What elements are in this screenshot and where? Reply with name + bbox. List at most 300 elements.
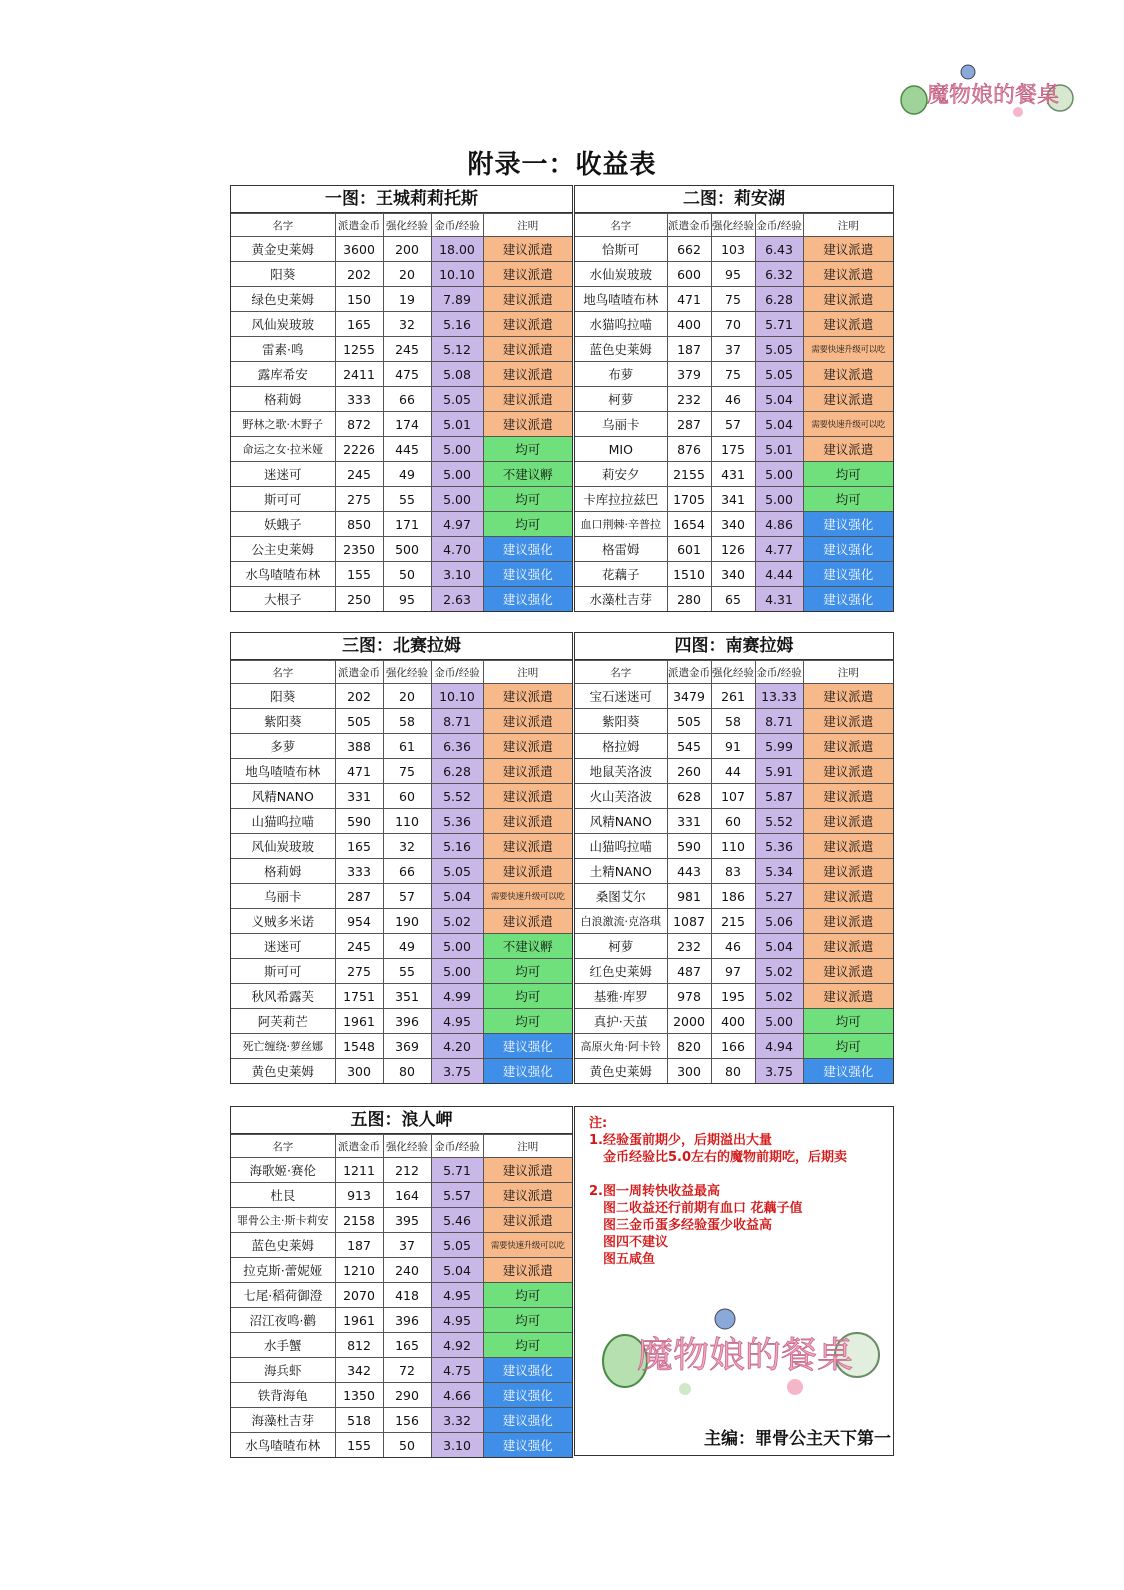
column-header: 强化经验: [711, 661, 755, 684]
note-line: 图二收益还行前期有血口 花藕子值: [603, 1201, 803, 1216]
table-row: [231, 262, 572, 287]
exp-value: 431: [711, 462, 755, 487]
note-cell: 建议派遣: [803, 734, 893, 759]
table-row: [231, 1333, 572, 1358]
gold-exp-ratio: 5.71: [431, 1158, 483, 1183]
note-cell: 建议强化: [803, 1059, 893, 1084]
dispatch-gold: 590: [667, 834, 711, 859]
note-cell: 建议派遣: [483, 859, 572, 884]
note-cell: 需要快速升级可以吃: [803, 337, 893, 362]
monster-name: 海歌姬·赛伦: [231, 1158, 335, 1183]
monster-name: 宝石迷迷可: [575, 684, 667, 709]
column-header: 派遣金币: [335, 1135, 383, 1158]
gold-exp-ratio: 4.20: [431, 1034, 483, 1059]
gold-exp-ratio: 5.05: [755, 337, 803, 362]
note-cell: 建议强化: [483, 1034, 572, 1059]
dispatch-gold: 232: [667, 934, 711, 959]
table-row: [231, 1208, 572, 1233]
exp-value: 240: [383, 1258, 431, 1283]
dispatch-gold: 331: [335, 784, 383, 809]
exp-value: 396: [383, 1308, 431, 1333]
gold-exp-ratio: 5.16: [431, 312, 483, 337]
exp-value: 91: [711, 734, 755, 759]
dispatch-gold: 471: [335, 759, 383, 784]
gold-exp-ratio: 3.75: [755, 1059, 803, 1084]
table-row: [575, 287, 893, 312]
note-line: 图四不建议: [603, 1235, 669, 1250]
dispatch-gold: 812: [335, 1333, 383, 1358]
exp-value: 70: [711, 312, 755, 337]
table-row: [575, 959, 893, 984]
note-cell: 均可: [483, 984, 572, 1009]
dispatch-gold: 471: [667, 287, 711, 312]
note-cell: 需要快速升级可以吃: [803, 412, 893, 437]
dispatch-gold: 150: [335, 287, 383, 312]
exp-value: 50: [383, 1433, 431, 1458]
dispatch-gold: 187: [667, 337, 711, 362]
dispatch-gold: 3479: [667, 684, 711, 709]
note-line: 2.图一周转快收益最高: [589, 1184, 720, 1199]
dispatch-gold: 388: [335, 734, 383, 759]
monster-name: 拉克斯·蕾妮娅: [231, 1258, 335, 1283]
gold-exp-ratio: 4.95: [431, 1009, 483, 1034]
monster-name: 白浪激流·克洛琪: [575, 909, 667, 934]
exp-value: 166: [711, 1034, 755, 1059]
table-row: [231, 934, 572, 959]
table-row: [231, 512, 572, 537]
dispatch-gold: 333: [335, 859, 383, 884]
gold-exp-ratio: 5.91: [755, 759, 803, 784]
dispatch-gold: 165: [335, 834, 383, 859]
gold-exp-ratio: 8.71: [431, 709, 483, 734]
column-header: 金币/经验: [755, 661, 803, 684]
exp-value: 80: [711, 1059, 755, 1084]
dispatch-gold: 954: [335, 909, 383, 934]
note-cell: 均可: [483, 959, 572, 984]
exp-value: 72: [383, 1358, 431, 1383]
monster-name: 紫阳葵: [231, 709, 335, 734]
gold-exp-ratio: 8.71: [755, 709, 803, 734]
note-cell: 建议强化: [803, 537, 893, 562]
yield-table: [575, 213, 893, 611]
gold-exp-ratio: 5.05: [431, 387, 483, 412]
note-cell: 建议派遣: [803, 237, 893, 262]
monster-name: 沼江夜鸣·鹳: [231, 1308, 335, 1333]
note-line: 1.经验蛋前期少，后期溢出大量: [589, 1133, 772, 1148]
table-row: [575, 1059, 893, 1084]
table-row: [575, 512, 893, 537]
note-cell: 建议强化: [483, 1433, 572, 1458]
note-cell: 建议强化: [483, 1408, 572, 1433]
gold-exp-ratio: 6.28: [755, 287, 803, 312]
monster-name: 公主史莱姆: [231, 537, 335, 562]
gold-exp-ratio: 5.34: [755, 859, 803, 884]
yield-table: [231, 213, 572, 611]
exp-value: 65: [711, 587, 755, 612]
monster-name: 海兵虾: [231, 1358, 335, 1383]
exp-value: 215: [711, 909, 755, 934]
table-row: [231, 237, 572, 262]
monster-name: 阿芙莉芒: [231, 1009, 335, 1034]
table-row: [575, 262, 893, 287]
gold-exp-ratio: 6.28: [431, 759, 483, 784]
table-row: [575, 684, 893, 709]
monster-name: 地鸟喳喳布林: [575, 287, 667, 312]
exp-value: 57: [711, 412, 755, 437]
table-row: [231, 487, 572, 512]
gold-exp-ratio: 5.02: [431, 909, 483, 934]
exp-value: 83: [711, 859, 755, 884]
gold-exp-ratio: 5.02: [755, 959, 803, 984]
note-cell: 建议派遣: [483, 684, 572, 709]
map-panel-1: [230, 185, 573, 612]
note-cell: 建议派遣: [483, 1158, 572, 1183]
gold-exp-ratio: 5.04: [755, 412, 803, 437]
dispatch-gold: 2158: [335, 1208, 383, 1233]
column-header: 强化经验: [383, 661, 431, 684]
monster-name: 格莉姆: [231, 859, 335, 884]
table-row: [575, 587, 893, 612]
table-row: [231, 437, 572, 462]
note-cell: 建议派遣: [803, 437, 893, 462]
exp-value: 19: [383, 287, 431, 312]
dispatch-gold: 275: [335, 959, 383, 984]
table-row: [231, 959, 572, 984]
gold-exp-ratio: 5.04: [431, 1258, 483, 1283]
exp-value: 75: [711, 287, 755, 312]
gold-exp-ratio: 6.32: [755, 262, 803, 287]
monster-name: 死亡缠绕·萝丝娜: [231, 1034, 335, 1059]
dispatch-gold: 155: [335, 562, 383, 587]
monster-name: MIO: [575, 437, 667, 462]
dispatch-gold: 1255: [335, 337, 383, 362]
table-row: [575, 337, 893, 362]
monster-name: 真护·天茧: [575, 1009, 667, 1034]
monster-name: 风精NANO: [231, 784, 335, 809]
gold-exp-ratio: 4.86: [755, 512, 803, 537]
monster-name: 雷素·鸣: [231, 337, 335, 362]
table-row: [231, 1283, 572, 1308]
note-cell: 均可: [803, 1009, 893, 1034]
note-cell: 建议派遣: [803, 859, 893, 884]
table-row: [575, 709, 893, 734]
exp-value: 20: [383, 262, 431, 287]
exp-value: 46: [711, 934, 755, 959]
note-cell: 建议派遣: [483, 759, 572, 784]
note-cell: 建议派遣: [803, 934, 893, 959]
gold-exp-ratio: 7.89: [431, 287, 483, 312]
gold-exp-ratio: 4.99: [431, 984, 483, 1009]
table-header-row: [575, 214, 893, 237]
monster-name: 水鸟喳喳布林: [231, 1433, 335, 1458]
gold-exp-ratio: 4.95: [431, 1283, 483, 1308]
dispatch-gold: 1510: [667, 562, 711, 587]
table-header-row: [231, 661, 572, 684]
monster-name: 水藻杜吉芽: [575, 587, 667, 612]
table-row: [575, 412, 893, 437]
table-row: [575, 859, 893, 884]
gold-exp-ratio: 4.94: [755, 1034, 803, 1059]
exp-value: 396: [383, 1009, 431, 1034]
dispatch-gold: 600: [667, 262, 711, 287]
note-cell: 建议派遣: [803, 759, 893, 784]
monster-name: 秋风希露芙: [231, 984, 335, 1009]
column-header: 强化经验: [383, 214, 431, 237]
map-panel-2: [574, 185, 894, 612]
note-cell: 均可: [803, 1034, 893, 1059]
table-header-row: [575, 661, 893, 684]
map-panel-5: [230, 1106, 573, 1458]
note-cell: 建议派遣: [803, 262, 893, 287]
logo-top: [898, 64, 1088, 126]
dispatch-gold: 245: [335, 462, 383, 487]
note-cell: 建议派遣: [803, 287, 893, 312]
monster-name: 火山芙洛波: [575, 784, 667, 809]
monster-name: 布萝: [575, 362, 667, 387]
note-cell: 建议派遣: [803, 684, 893, 709]
monster-name: 柯萝: [575, 387, 667, 412]
monster-name: 命运之女·拉米娅: [231, 437, 335, 462]
table-row: [231, 859, 572, 884]
table-row: [575, 809, 893, 834]
monster-name: 乌丽卡: [231, 884, 335, 909]
gold-exp-ratio: 5.00: [431, 462, 483, 487]
monster-name: 义贼多米诺: [231, 909, 335, 934]
column-header: 派遣金币: [667, 214, 711, 237]
table-row: [575, 759, 893, 784]
monster-name: 迷迷可: [231, 462, 335, 487]
dispatch-gold: 872: [335, 412, 383, 437]
note-cell: 建议派遣: [803, 387, 893, 412]
exp-value: 80: [383, 1059, 431, 1084]
dispatch-gold: 202: [335, 684, 383, 709]
gold-exp-ratio: 6.36: [431, 734, 483, 759]
table-row: [231, 1233, 572, 1258]
note-cell: 建议派遣: [803, 784, 893, 809]
monster-name: 多萝: [231, 734, 335, 759]
yield-table: [231, 660, 572, 1083]
exp-value: 156: [383, 1408, 431, 1433]
exp-value: 46: [711, 387, 755, 412]
table-row: [575, 487, 893, 512]
table-row: [231, 884, 572, 909]
note-cell: 均可: [483, 1283, 572, 1308]
monster-name: 黄色史莱姆: [231, 1059, 335, 1084]
table-row: [231, 562, 572, 587]
table-row: [231, 1308, 572, 1333]
table-row: [231, 1183, 572, 1208]
table-row: [231, 1158, 572, 1183]
monster-name: 土精NANO: [575, 859, 667, 884]
map-title: 四图：南赛拉姆: [575, 633, 893, 660]
dispatch-gold: 165: [335, 312, 383, 337]
note-cell: 建议派遣: [803, 362, 893, 387]
exp-value: 97: [711, 959, 755, 984]
table-row: [575, 387, 893, 412]
exp-value: 261: [711, 684, 755, 709]
note-cell: 建议派遣: [803, 709, 893, 734]
dispatch-gold: 1961: [335, 1009, 383, 1034]
table-row: [231, 412, 572, 437]
dispatch-gold: 287: [335, 884, 383, 909]
column-header: 注明: [483, 661, 572, 684]
exp-value: 32: [383, 834, 431, 859]
gold-exp-ratio: 5.87: [755, 784, 803, 809]
dispatch-gold: 628: [667, 784, 711, 809]
column-header: 名字: [231, 214, 335, 237]
table-row: [575, 562, 893, 587]
map-title: 一图：王城莉莉托斯: [231, 186, 572, 213]
gold-exp-ratio: 4.31: [755, 587, 803, 612]
table-row: [575, 1009, 893, 1034]
note-cell: 均可: [483, 1308, 572, 1333]
monster-name: 山猫呜拉喵: [231, 809, 335, 834]
note-cell: 建议派遣: [483, 1208, 572, 1233]
dispatch-gold: 342: [335, 1358, 383, 1383]
dispatch-gold: 1548: [335, 1034, 383, 1059]
monster-name: 莉安夕: [575, 462, 667, 487]
monster-name: 蓝色史莱姆: [575, 337, 667, 362]
note-cell: 建议强化: [803, 587, 893, 612]
logo-watermark-text: 魔物娘的餐桌: [636, 1335, 854, 1376]
exp-value: 44: [711, 759, 755, 784]
table-row: [231, 312, 572, 337]
map-panel-4: [574, 632, 894, 1084]
gold-exp-ratio: 5.00: [755, 462, 803, 487]
dispatch-gold: 275: [335, 487, 383, 512]
exp-value: 418: [383, 1283, 431, 1308]
note-cell: 建议派遣: [803, 984, 893, 1009]
gold-exp-ratio: 5.04: [755, 934, 803, 959]
monster-name: 桑图艾尔: [575, 884, 667, 909]
column-header: 强化经验: [383, 1135, 431, 1158]
note-line: [589, 1166, 847, 1183]
table-row: [231, 337, 572, 362]
table-row: [231, 1358, 572, 1383]
note-line: 金币经验比5.0左右的魔物前期吃，后期卖: [603, 1150, 848, 1165]
monster-name: 黄金史莱姆: [231, 237, 335, 262]
exp-value: 110: [711, 834, 755, 859]
exp-value: 75: [383, 759, 431, 784]
exp-value: 107: [711, 784, 755, 809]
dispatch-gold: 400: [667, 312, 711, 337]
exp-value: 341: [711, 487, 755, 512]
note-cell: 建议派遣: [483, 287, 572, 312]
exp-value: 351: [383, 984, 431, 1009]
gold-exp-ratio: 4.92: [431, 1333, 483, 1358]
gold-exp-ratio: 13.33: [755, 684, 803, 709]
dispatch-gold: 280: [667, 587, 711, 612]
exp-value: 50: [383, 562, 431, 587]
gold-exp-ratio: 5.01: [431, 412, 483, 437]
table-row: [231, 1258, 572, 1283]
exp-value: 195: [711, 984, 755, 1009]
exp-value: 58: [383, 709, 431, 734]
dispatch-gold: 1654: [667, 512, 711, 537]
table-row: [231, 1408, 572, 1433]
monster-name: 黄色史莱姆: [575, 1059, 667, 1084]
table-row: [231, 834, 572, 859]
dispatch-gold: 245: [335, 934, 383, 959]
table-row: [575, 934, 893, 959]
monster-name: 地鼠芙洛波: [575, 759, 667, 784]
gold-exp-ratio: 5.46: [431, 1208, 483, 1233]
note-cell: 建议派遣: [483, 387, 572, 412]
gold-exp-ratio: 3.10: [431, 1433, 483, 1458]
table-row: [231, 1383, 572, 1408]
monster-name: 斯可可: [231, 487, 335, 512]
column-header: 金币/经验: [431, 214, 483, 237]
table-row: [575, 734, 893, 759]
gold-exp-ratio: 5.00: [431, 934, 483, 959]
table-row: [575, 834, 893, 859]
table-header-row: [231, 1135, 572, 1158]
gold-exp-ratio: 4.75: [431, 1358, 483, 1383]
exp-value: 103: [711, 237, 755, 262]
table-row: [575, 537, 893, 562]
table-row: [231, 784, 572, 809]
note-cell: 建议派遣: [483, 412, 572, 437]
table-row: [231, 537, 572, 562]
note-cell: 均可: [803, 487, 893, 512]
note-cell: 不建议孵: [483, 934, 572, 959]
monster-name: 乌丽卡: [575, 412, 667, 437]
dispatch-gold: 155: [335, 1433, 383, 1458]
column-header: 派遣金币: [335, 661, 383, 684]
exp-value: 400: [711, 1009, 755, 1034]
note-cell: 建议派遣: [803, 809, 893, 834]
table-row: [575, 437, 893, 462]
monster-name: 柯萝: [575, 934, 667, 959]
gold-exp-ratio: 6.43: [755, 237, 803, 262]
dispatch-gold: 331: [667, 809, 711, 834]
note-cell: 建议派遣: [483, 734, 572, 759]
note-cell: 建议派遣: [803, 959, 893, 984]
gold-exp-ratio: 5.05: [755, 362, 803, 387]
dispatch-gold: 3600: [335, 237, 383, 262]
column-header: 名字: [231, 1135, 335, 1158]
exp-value: 340: [711, 512, 755, 537]
yield-table: [575, 660, 893, 1083]
editor-credit: 主编：罪骨公主天下第一: [704, 1429, 891, 1449]
exp-value: 200: [383, 237, 431, 262]
note-cell: 建议派遣: [483, 909, 572, 934]
gold-exp-ratio: 5.52: [755, 809, 803, 834]
monster-name: 卡库拉拉兹巴: [575, 487, 667, 512]
table-row: [231, 462, 572, 487]
monster-name: 水鸟喳喳布林: [231, 562, 335, 587]
notes-text: [589, 1115, 847, 1268]
column-header: 名字: [575, 661, 667, 684]
exp-value: 95: [711, 262, 755, 287]
exp-value: 245: [383, 337, 431, 362]
page-title: 附录一：收益表: [467, 150, 657, 180]
monster-name: 斯可可: [231, 959, 335, 984]
exp-value: 55: [383, 959, 431, 984]
map-title: 三图：北赛拉姆: [231, 633, 572, 660]
dispatch-gold: 232: [667, 387, 711, 412]
table-row: [575, 909, 893, 934]
dispatch-gold: 300: [335, 1059, 383, 1084]
gold-exp-ratio: 5.05: [431, 1233, 483, 1258]
dispatch-gold: 2070: [335, 1283, 383, 1308]
exp-value: 475: [383, 362, 431, 387]
gold-exp-ratio: 3.32: [431, 1408, 483, 1433]
dispatch-gold: 260: [667, 759, 711, 784]
note-cell: 建议派遣: [803, 884, 893, 909]
table-row: [575, 312, 893, 337]
table-row: [231, 684, 572, 709]
